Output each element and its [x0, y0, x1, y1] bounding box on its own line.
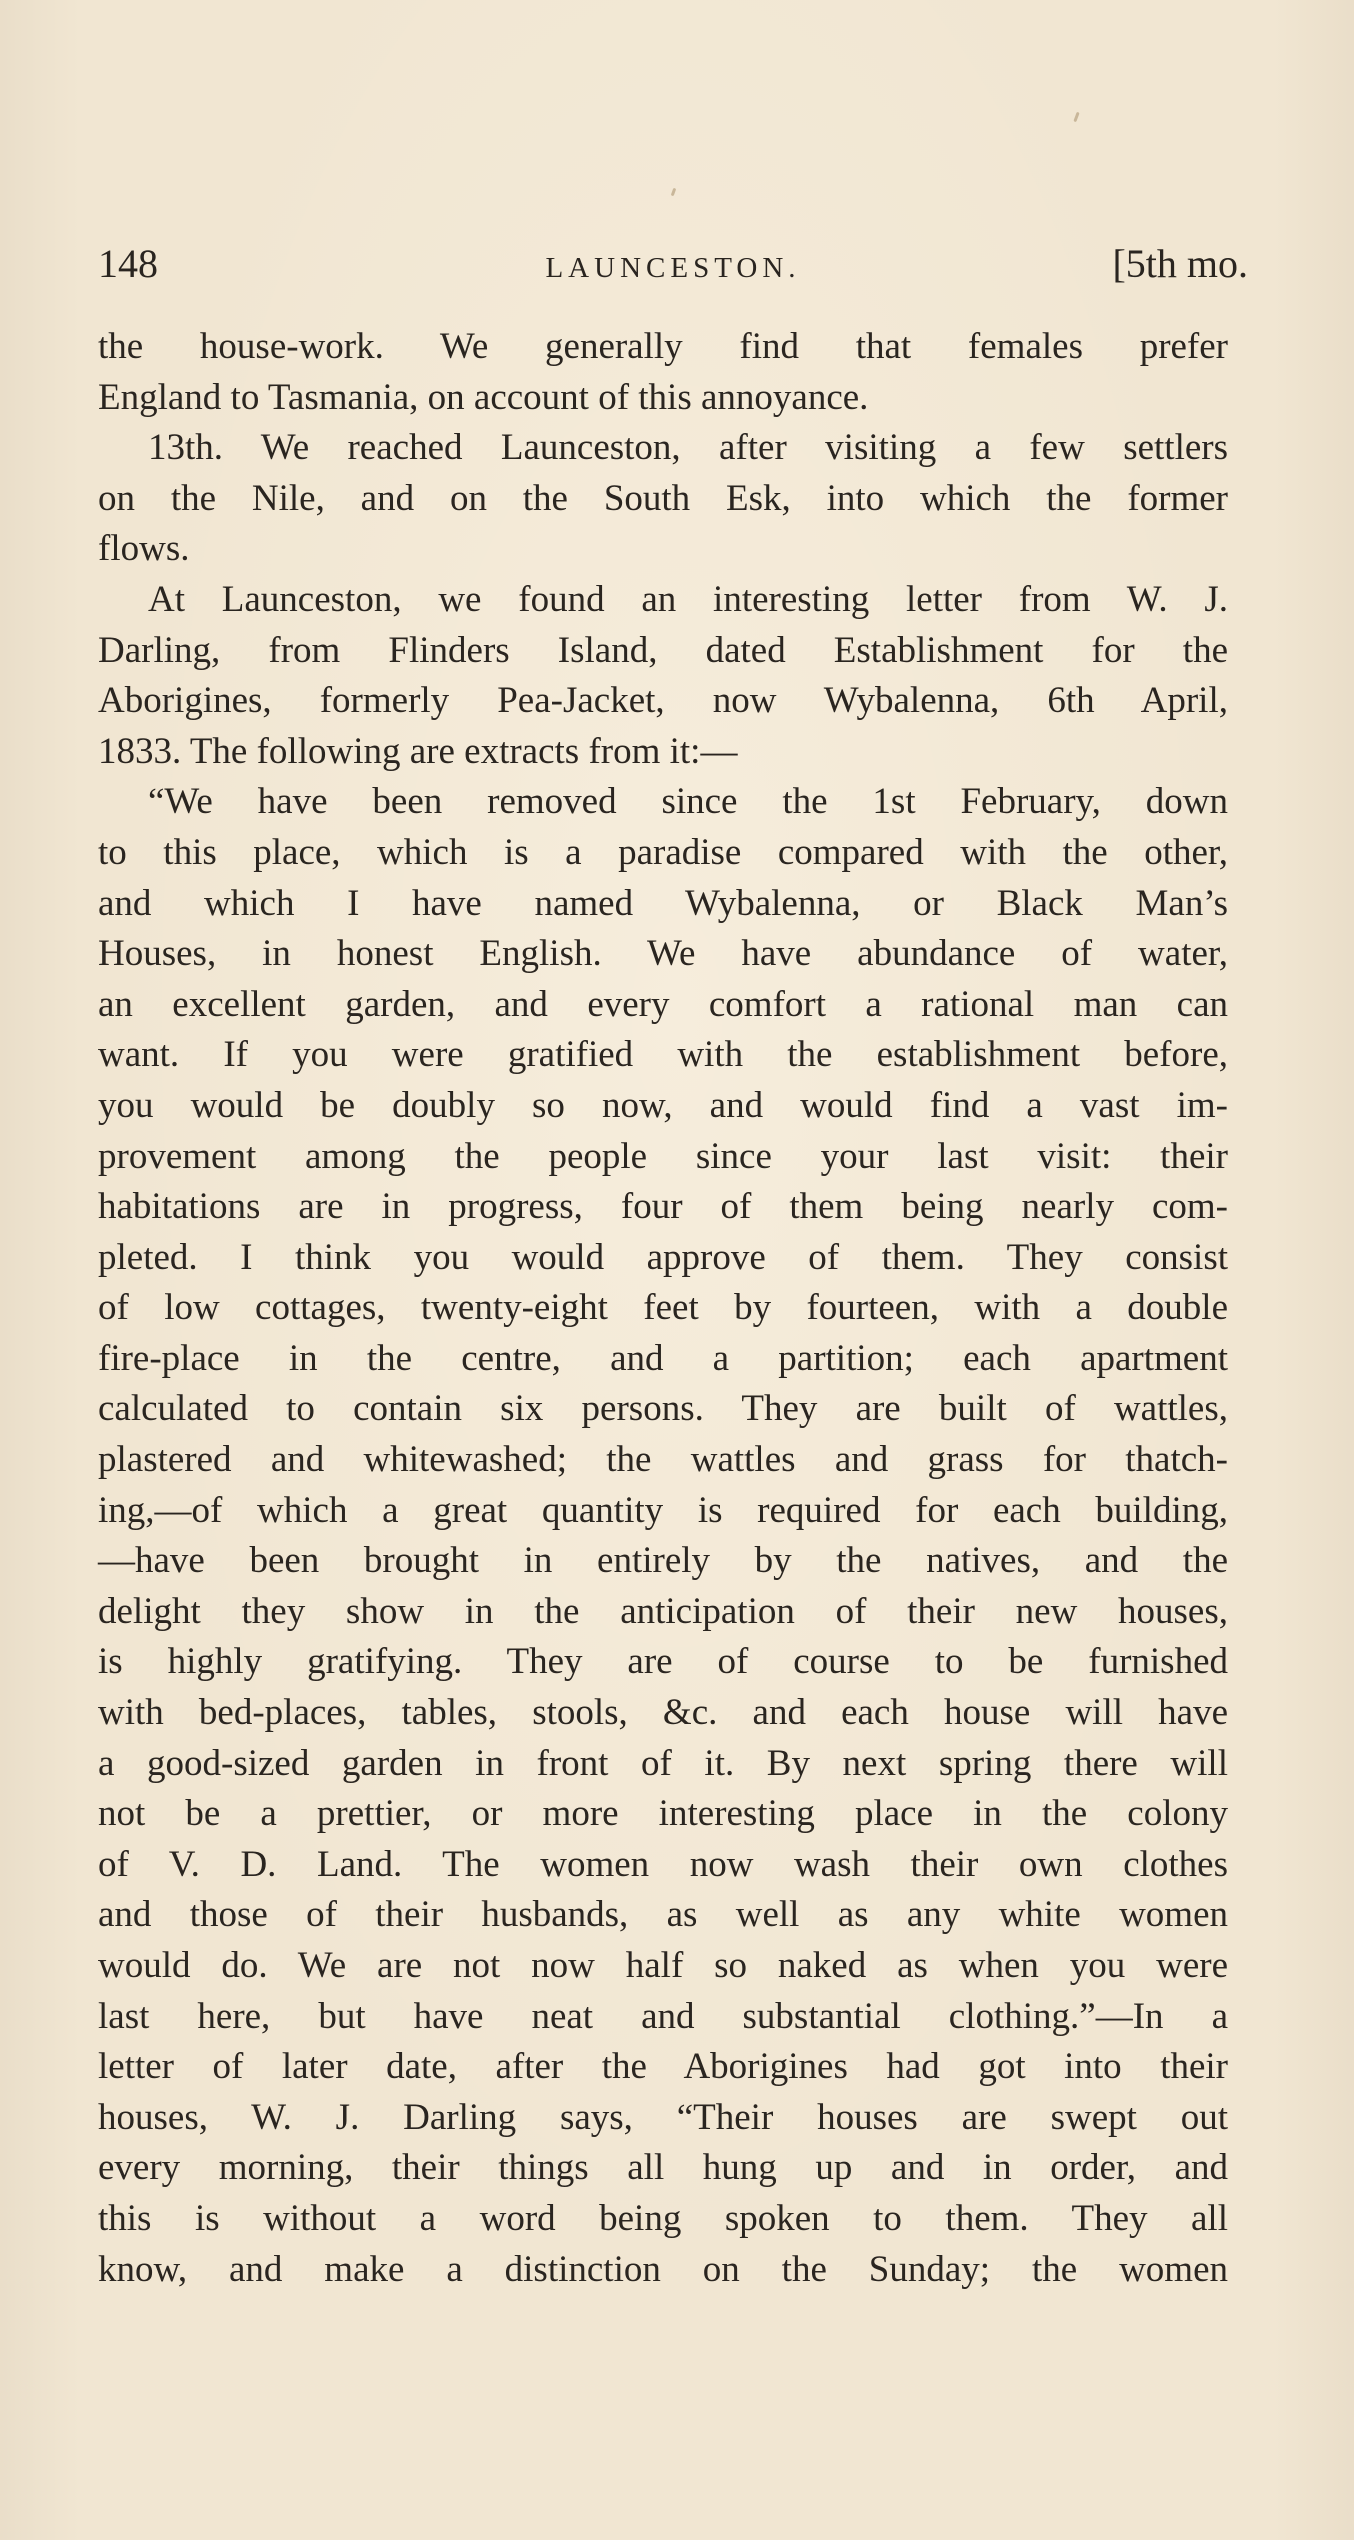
- page-header: [98, 238, 1248, 298]
- text-line: provement among the people since your last visit: their: [98, 1135, 1228, 1177]
- text-line: the house-work. We generally find that females prefer: [98, 326, 1228, 367]
- text-line: an excellent garden, and every comfort a rational man can: [98, 983, 1228, 1025]
- text-line: pleted. I think you would approve of them. They consist: [98, 1236, 1228, 1278]
- section-mark: [5th mo.: [1112, 241, 1248, 286]
- text-line: would do. We are not now half so naked as when you were: [98, 1945, 1228, 1986]
- text-line: every morning, their things all hung up and in order, and: [98, 2147, 1228, 2189]
- text-line: you would be doubly so now, and would find a vast im-: [98, 1084, 1228, 1126]
- text-line: with bed-places, tables, stools, &c. and each house will have: [98, 1692, 1228, 1734]
- text-line: At Launceston, we found an interesting letter from W. J.: [148, 578, 1228, 620]
- text-line: letter of later date, after the Aborigines had got into their: [98, 2046, 1228, 2088]
- text-line: of low cottages, twenty-eight feet by fourteen, with a double: [98, 1287, 1228, 1329]
- text-line: 1833. The following are extracts from it:—: [98, 730, 738, 772]
- text-line: Aborigines, formerly Pea-Jacket, now Wybalenna, 6th April,: [98, 680, 1228, 722]
- paper-speck: [671, 188, 677, 197]
- text-line: on the Nile, and on the South Esk, into which the former: [98, 477, 1228, 519]
- text-line: Darling, from Flinders Island, dated Establishment for the: [98, 629, 1228, 671]
- text-line: delight they show in the anticipation of their new houses,: [98, 1590, 1228, 1632]
- text-line: a good-sized garden in front of it. By next spring there will: [98, 1742, 1228, 1784]
- text-line: Houses, in honest English. We have abundance of water,: [98, 933, 1228, 975]
- text-line: calculated to contain six persons. They are built of wattles,: [98, 1388, 1228, 1430]
- text-line: England to Tasmania, on account of this annoyance.: [98, 376, 869, 418]
- text-line: this is without a word being spoken to them. They all: [98, 2197, 1228, 2239]
- text-line: “We have been removed since the 1st February, down: [148, 781, 1228, 823]
- text-line: plastered and whitewashed; the wattles and grass for thatch-: [98, 1439, 1228, 1481]
- running-title: LAUNCESTON.: [545, 252, 801, 284]
- text-line: want. If you were gratified with the establishment before,: [98, 1034, 1228, 1076]
- text-line: 13th. We reached Launceston, after visiting a few settlers: [148, 427, 1228, 469]
- text-line: flows.: [98, 528, 190, 570]
- text-line: —have been brought in entirely by the natives, and the: [98, 1540, 1228, 1582]
- page-number: 148: [98, 241, 158, 286]
- text-line: and which I have named Wybalenna, or Black Man’s: [98, 882, 1228, 924]
- text-line: is highly gratifying. They are of course to be furnished: [98, 1641, 1228, 1683]
- text-line: last here, but have neat and substantial clothing.”—In a: [98, 1995, 1228, 2037]
- text-line: habitations are in progress, four of them being nearly com-: [98, 1186, 1228, 1228]
- text-line: ing,—of which a great quantity is required for each building,: [98, 1489, 1228, 1531]
- text-line: houses, W. J. Darling says, “Their houses are swept out: [98, 2096, 1228, 2138]
- text-line: know, and make a distinction on the Sunday; the women: [98, 2248, 1228, 2290]
- text-line: not be a prettier, or more interesting place in the colony: [98, 1793, 1228, 1835]
- paper-speck: [1073, 112, 1079, 122]
- body-text: [98, 322, 1228, 2295]
- text-line: to this place, which is a paradise compared with the other,: [98, 831, 1228, 873]
- text-line: and those of their husbands, as well as any white women: [98, 1894, 1228, 1936]
- text-line: of V. D. Land. The women now wash their own clothes: [98, 1843, 1228, 1885]
- text-line: fire-place in the centre, and a partition; each apartment: [98, 1337, 1228, 1379]
